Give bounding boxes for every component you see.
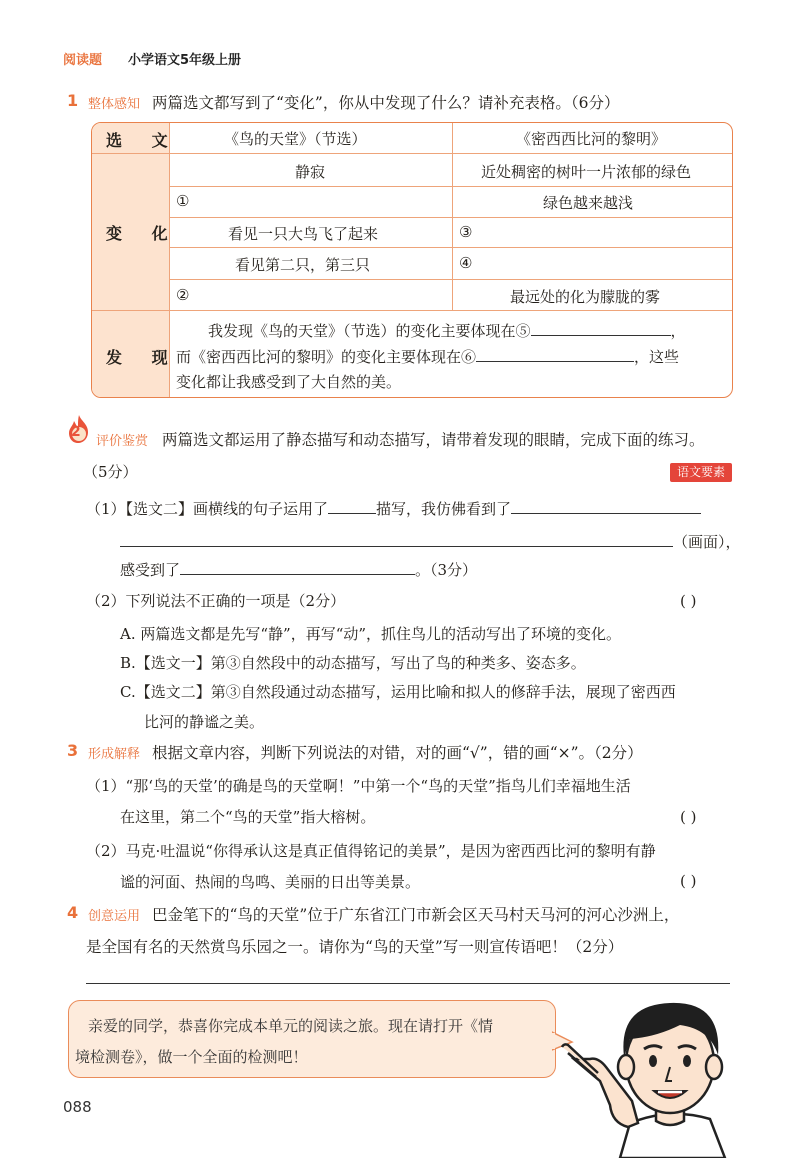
table-cell: 最远处的化为朦胧的雾 [510, 288, 661, 306]
q3-question: 根据文章内容，判断下列说法的对错，对的画“√”，错的画“×”。（2分） [152, 744, 643, 762]
q2-score: （5分） [83, 463, 138, 481]
blank-picture-start[interactable] [511, 497, 701, 514]
q3-s2-line1: （2）马克·吐温说“你得承认这是真正值得铭记的美景”，是因为密西西比河的黎明有静 [86, 842, 656, 860]
table-cell-blank-4[interactable]: ④ [459, 254, 473, 272]
q3-s1-line2: 在这里，第二个“鸟的天堂”指大榕树。 [120, 808, 376, 826]
table-cell: 近处稠密的树叶一片浓郁的绿色 [481, 163, 692, 181]
q2-question: 两篇选文都运用了静态描写和动态描写，请带着发现的眼睛，完成下面的练习。 [162, 431, 705, 449]
q2-part1-line1: （1）【选文二】画横线的句子运用了 描写，我仿佛看到了 [86, 497, 701, 519]
header-section: 阅读题 [63, 53, 103, 68]
table-label-change: 变 化 [106, 224, 180, 243]
q1-question: 两篇选文都写到了“变化”，你从中发现了什么？请补充表格。（6分） [152, 94, 620, 112]
option-c-line1: C.【选文二】第③自然段通过动态描写，运用比喻和拟人的修辞手法，展现了密西西 [120, 683, 676, 701]
table-cell: 绿色越来越浅 [543, 194, 634, 212]
table-header-passage-1: 《鸟的天堂》（节选） [224, 130, 367, 148]
q4-number: 4 [67, 903, 79, 922]
answer-paren[interactable]: ( ) [680, 808, 697, 826]
discovery-line-3: 变化都让我感受到了大自然的美。 [176, 373, 402, 391]
table-cell: 看见一只大鸟飞了起来 [228, 225, 379, 243]
bubble-line-2: 境检测卷》，做一个全面的检测吧！ [75, 1048, 308, 1066]
q3-number: 3 [67, 741, 79, 760]
page-number: 088 [63, 1098, 92, 1116]
table-label-discovery: 发 现 [106, 348, 180, 367]
blank-5[interactable] [531, 319, 671, 336]
table-cell: 看见第二只，第三只 [235, 256, 371, 274]
blank-technique[interactable] [328, 497, 376, 514]
q4-answer-line[interactable] [86, 983, 730, 984]
table-cell: 静寂 [295, 163, 326, 181]
q2-part1-line2: （画面）， [120, 530, 741, 552]
q2-part2: （2）下列说法不正确的一项是（2分） [86, 592, 346, 610]
blank-6[interactable] [476, 345, 634, 362]
discovery-line-2: 而《密西西比河的黎明》的变化主要体现在⑥ ，这些 [176, 345, 679, 367]
literacy-element-badge: 语文要素 [670, 463, 732, 482]
q4-tag: 创意运用 [88, 909, 141, 924]
answer-paren[interactable]: ( ) [680, 592, 697, 610]
cartoon-boy-illustration [560, 995, 780, 1158]
q1-number: 1 [67, 91, 79, 110]
q2-part1-line3: 感受到了 。（3分） [120, 558, 477, 580]
table-label-passage: 选 文 [106, 131, 180, 150]
q4-question-line1: 巴金笔下的“鸟的天堂”位于广东省江门市新会区天马村天马河的河心沙洲上， [152, 906, 680, 924]
blank-feeling[interactable] [180, 558, 415, 575]
answer-paren[interactable]: ( ) [680, 872, 697, 890]
table-cell-blank-1[interactable]: ① [176, 192, 190, 210]
q1-table [91, 122, 733, 398]
bubble-line-1: 亲爱的同学，恭喜你完成本单元的阅读之旅。现在请打开《情 [88, 1017, 494, 1035]
option-a: A. 两篇选文都是先写“静”，再写“动”，抓住鸟儿的活动写出了环境的变化。 [120, 625, 622, 643]
blank-picture[interactable] [120, 530, 673, 547]
header-book-title: 小学语文5年级上册 [128, 53, 242, 68]
q4-question-line2: 是全国有名的天然赏鸟乐园之一。请你为“鸟的天堂”写一则宣传语吧！（2分） [86, 938, 624, 956]
q2-tag: 评价鉴赏 [96, 434, 149, 449]
discovery-line-1: 我发现《鸟的天堂》（节选）的变化主要体现在⑤ ， [208, 319, 686, 341]
q3-tag: 形成解释 [88, 747, 141, 762]
table-cell-blank-3[interactable]: ③ [459, 223, 473, 241]
option-b: B.【选文一】第③自然段中的动态描写，写出了鸟的种类多、姿态多。 [120, 654, 586, 672]
table-cell-blank-2[interactable]: ② [176, 286, 190, 304]
q2-number: 2 [71, 424, 81, 440]
q1-tag: 整体感知 [88, 97, 141, 112]
option-c-line2: 比河的静谧之美。 [144, 713, 265, 731]
q3-s2-line2: 谧的河面、热闹的鸟鸣、美丽的日出等美景。 [120, 873, 421, 891]
q3-s1-line1: （1）“那‘鸟的天堂’的确是鸟的天堂啊！”中第一个“鸟的天堂”指鸟儿们幸福地生活 [86, 777, 631, 795]
table-header-passage-2: 《密西西比河的黎明》 [516, 130, 667, 148]
